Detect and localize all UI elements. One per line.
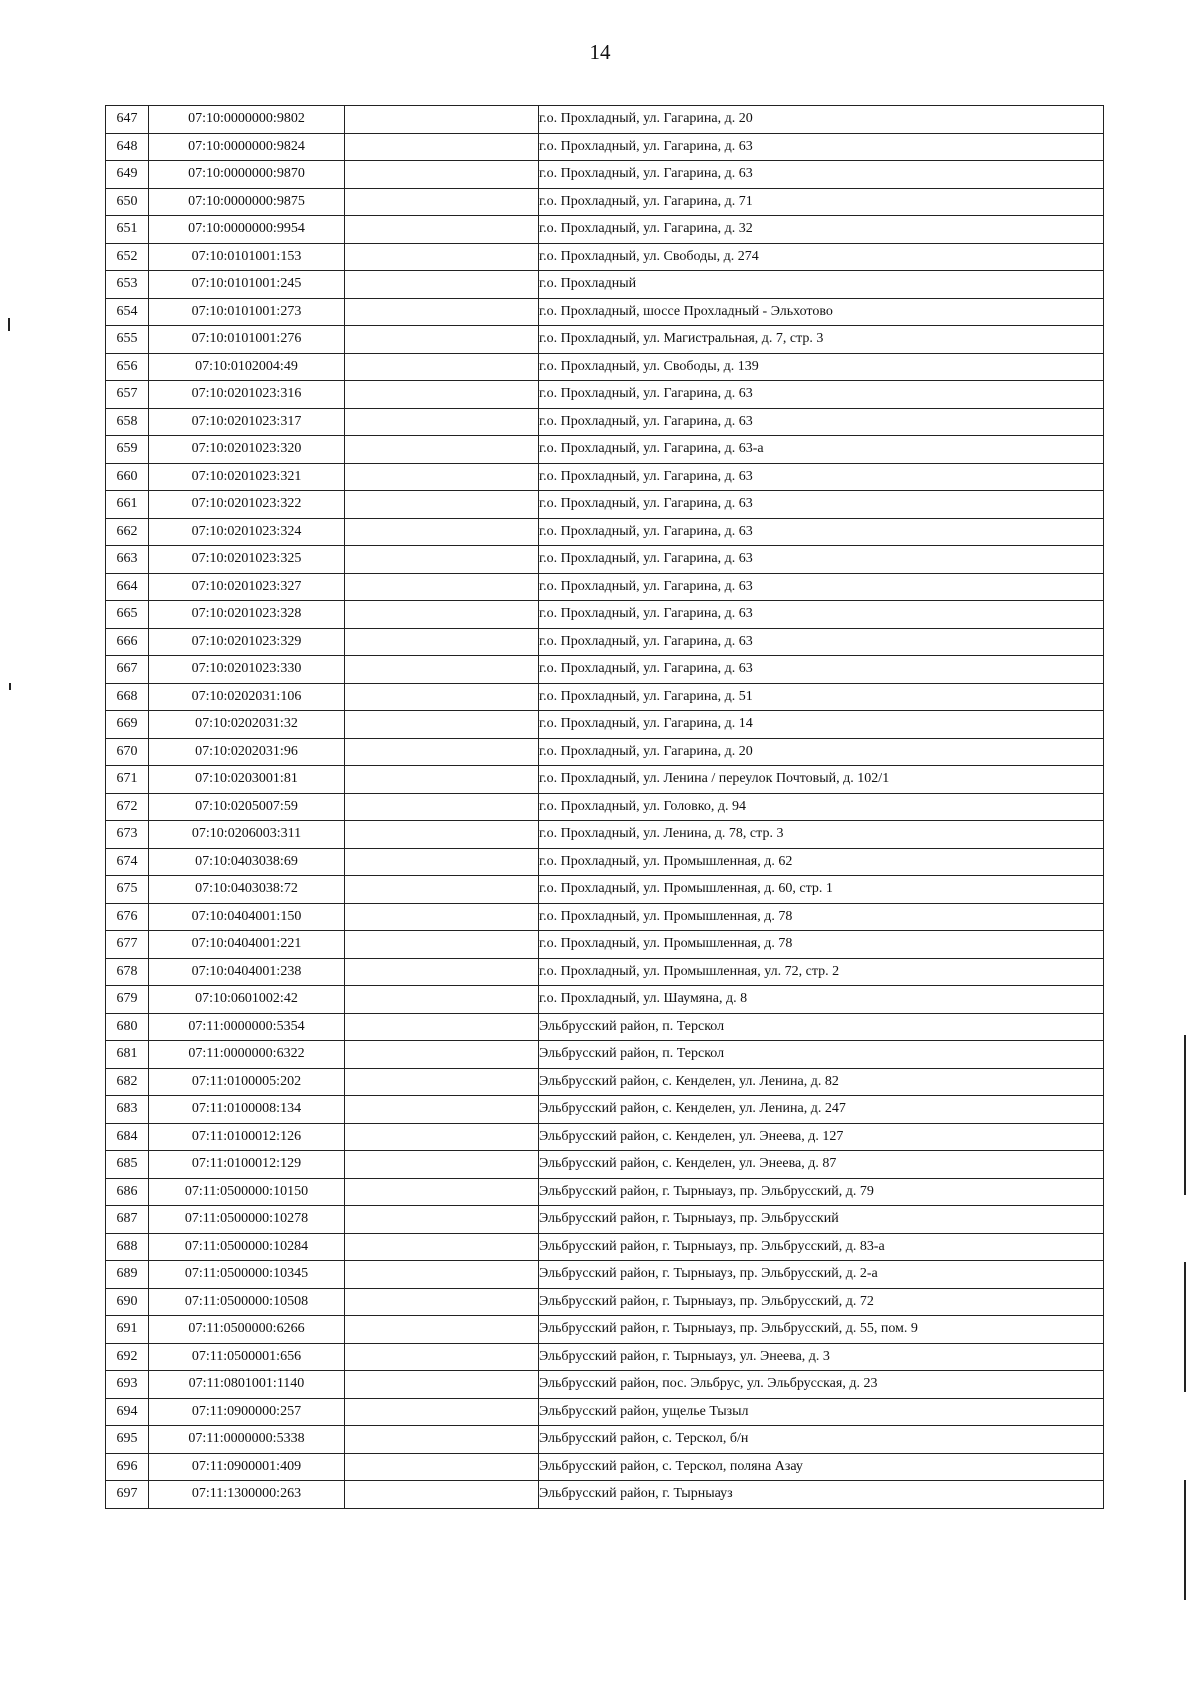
cadastral-number-cell: 07:10:0201023:316	[149, 381, 345, 409]
cadastral-number-cell: 07:11:0500001:656	[149, 1343, 345, 1371]
row-number-cell: 693	[106, 1371, 149, 1399]
table-row	[106, 298, 1104, 326]
table-row	[106, 1233, 1104, 1261]
address-cell: г.о. Прохладный, ул. Гагарина, д. 20	[539, 738, 1104, 766]
row-number-cell: 674	[106, 848, 149, 876]
table-row	[106, 326, 1104, 354]
table-row	[106, 1453, 1104, 1481]
address-cell: Эльбрусский район, г. Тырныауз, пр. Эльбрусский, д. 2-а	[539, 1261, 1104, 1289]
address-cell: Эльбрусский район, г. Тырныауз, пр. Эльбрусский, д. 55, пом. 9	[539, 1316, 1104, 1344]
table-row	[106, 1316, 1104, 1344]
empty-cell	[345, 106, 539, 134]
cadastral-number-cell: 07:11:0000000:5338	[149, 1426, 345, 1454]
cadastral-number-cell: 07:11:0000000:5354	[149, 1013, 345, 1041]
address-cell: г.о. Прохладный, ул. Гагарина, д. 63	[539, 628, 1104, 656]
empty-cell	[345, 1261, 539, 1289]
cadastral-number-cell: 07:10:0202031:32	[149, 711, 345, 739]
empty-cell	[345, 1206, 539, 1234]
address-cell: г.о. Прохладный, ул. Гагарина, д. 63	[539, 546, 1104, 574]
address-cell: г.о. Прохладный, ул. Гагарина, д. 63	[539, 381, 1104, 409]
page-number: 14	[589, 40, 611, 64]
address-cell: Эльбрусский район, п. Терскол	[539, 1041, 1104, 1069]
empty-cell	[345, 408, 539, 436]
empty-cell	[345, 546, 539, 574]
empty-cell	[345, 876, 539, 904]
address-cell: г.о. Прохладный, ул. Свободы, д. 139	[539, 353, 1104, 381]
table-row	[106, 931, 1104, 959]
empty-cell	[345, 601, 539, 629]
table-row	[106, 1343, 1104, 1371]
row-number-cell: 666	[106, 628, 149, 656]
empty-cell	[345, 1288, 539, 1316]
row-number-cell: 680	[106, 1013, 149, 1041]
row-number-cell: 675	[106, 876, 149, 904]
address-cell: Эльбрусский район, г. Тырныауз	[539, 1481, 1104, 1509]
address-cell: Эльбрусский район, с. Терскол, поляна Азау	[539, 1453, 1104, 1481]
table-row	[106, 573, 1104, 601]
empty-cell	[345, 793, 539, 821]
row-number-cell: 669	[106, 711, 149, 739]
empty-cell	[345, 1233, 539, 1261]
address-cell: г.о. Прохладный, ул. Гагарина, д. 63	[539, 463, 1104, 491]
cadastral-number-cell: 07:10:0201023:322	[149, 491, 345, 519]
address-cell: Эльбрусский район, г. Тырныауз, пр. Эльбрусский	[539, 1206, 1104, 1234]
table-row	[106, 656, 1104, 684]
empty-cell	[345, 848, 539, 876]
row-number-cell: 681	[106, 1041, 149, 1069]
table-row	[106, 738, 1104, 766]
cadastral-number-cell: 07:10:0000000:9802	[149, 106, 345, 134]
table-row	[106, 243, 1104, 271]
table-row	[106, 1123, 1104, 1151]
row-number-cell: 682	[106, 1068, 149, 1096]
empty-cell	[345, 656, 539, 684]
registry-body	[106, 106, 1104, 1509]
table-row	[106, 491, 1104, 519]
empty-cell	[345, 573, 539, 601]
row-number-cell: 663	[106, 546, 149, 574]
row-number-cell: 685	[106, 1151, 149, 1179]
address-cell: г.о. Прохладный, ул. Гагарина, д. 20	[539, 106, 1104, 134]
cadastral-number-cell: 07:11:0100012:129	[149, 1151, 345, 1179]
empty-cell	[345, 518, 539, 546]
empty-cell	[345, 188, 539, 216]
address-cell: г.о. Прохладный, ул. Гагарина, д. 51	[539, 683, 1104, 711]
table-row	[106, 1371, 1104, 1399]
cadastral-number-cell: 07:11:0900001:409	[149, 1453, 345, 1481]
address-cell: г.о. Прохладный, ул. Гагарина, д. 32	[539, 216, 1104, 244]
table-row	[106, 518, 1104, 546]
address-cell: Эльбрусский район, п. Терскол	[539, 1013, 1104, 1041]
scan-mark	[1184, 1035, 1186, 1195]
scan-mark	[1184, 1262, 1186, 1392]
address-cell: г.о. Прохладный, ул. Магистральная, д. 7, стр. 3	[539, 326, 1104, 354]
table-row	[106, 793, 1104, 821]
empty-cell	[345, 491, 539, 519]
address-cell: г.о. Прохладный, шоссе Прохладный - Эльхотово	[539, 298, 1104, 326]
empty-cell	[345, 1178, 539, 1206]
row-number-cell: 673	[106, 821, 149, 849]
empty-cell	[345, 1398, 539, 1426]
table-row	[106, 271, 1104, 299]
address-cell: г.о. Прохладный, ул. Гагарина, д. 63	[539, 573, 1104, 601]
table-row	[106, 381, 1104, 409]
empty-cell	[345, 463, 539, 491]
empty-cell	[345, 1343, 539, 1371]
row-number-cell: 656	[106, 353, 149, 381]
empty-cell	[345, 326, 539, 354]
address-cell: г.о. Прохладный, ул. Гагарина, д. 14	[539, 711, 1104, 739]
table-row	[106, 1206, 1104, 1234]
row-number-cell: 661	[106, 491, 149, 519]
table-row	[106, 1178, 1104, 1206]
address-cell: г.о. Прохладный, ул. Свободы, д. 274	[539, 243, 1104, 271]
row-number-cell: 691	[106, 1316, 149, 1344]
row-number-cell: 676	[106, 903, 149, 931]
empty-cell	[345, 1481, 539, 1509]
cadastral-number-cell: 07:11:0000000:6322	[149, 1041, 345, 1069]
address-cell: Эльбрусский район, г. Тырныауз, ул. Энеева, д. 3	[539, 1343, 1104, 1371]
table-row	[106, 188, 1104, 216]
cadastral-number-cell: 07:10:0000000:9870	[149, 161, 345, 189]
empty-cell	[345, 711, 539, 739]
empty-cell	[345, 133, 539, 161]
empty-cell	[345, 353, 539, 381]
row-number-cell: 650	[106, 188, 149, 216]
address-cell: г.о. Прохладный	[539, 271, 1104, 299]
table-row	[106, 958, 1104, 986]
cadastral-number-cell: 07:11:0500000:10508	[149, 1288, 345, 1316]
table-row	[106, 986, 1104, 1014]
cadastral-number-cell: 07:11:0500000:10345	[149, 1261, 345, 1289]
cadastral-number-cell: 07:10:0101001:273	[149, 298, 345, 326]
empty-cell	[345, 931, 539, 959]
row-number-cell: 658	[106, 408, 149, 436]
empty-cell	[345, 628, 539, 656]
address-cell: г.о. Прохладный, ул. Гагарина, д. 63	[539, 161, 1104, 189]
row-number-cell: 677	[106, 931, 149, 959]
table-row	[106, 711, 1104, 739]
address-cell: Эльбрусский район, с. Терскол, б/н	[539, 1426, 1104, 1454]
table-row	[106, 161, 1104, 189]
table-row	[106, 766, 1104, 794]
table-row	[106, 848, 1104, 876]
empty-cell	[345, 243, 539, 271]
address-cell: г.о. Прохладный, ул. Ленина / переулок Почтовый, д. 102/1	[539, 766, 1104, 794]
table-row	[106, 1068, 1104, 1096]
row-number-cell: 647	[106, 106, 149, 134]
table-row	[106, 876, 1104, 904]
table-row	[106, 601, 1104, 629]
address-cell: Эльбрусский район, с. Кенделен, ул. Ленина, д. 82	[539, 1068, 1104, 1096]
empty-cell	[345, 1096, 539, 1124]
row-number-cell: 696	[106, 1453, 149, 1481]
row-number-cell: 687	[106, 1206, 149, 1234]
empty-cell	[345, 381, 539, 409]
empty-cell	[345, 1068, 539, 1096]
table-row	[106, 1013, 1104, 1041]
table-row	[106, 1261, 1104, 1289]
address-cell: Эльбрусский район, ущелье Тызыл	[539, 1398, 1104, 1426]
address-cell: Эльбрусский район, с. Кенделен, ул. Энеева, д. 87	[539, 1151, 1104, 1179]
table-row	[106, 408, 1104, 436]
address-cell: г.о. Прохладный, ул. Гагарина, д. 63	[539, 656, 1104, 684]
empty-cell	[345, 161, 539, 189]
row-number-cell: 683	[106, 1096, 149, 1124]
empty-cell	[345, 1371, 539, 1399]
property-registry-table	[105, 105, 1104, 1509]
empty-cell	[345, 1151, 539, 1179]
address-cell: г.о. Прохладный, ул. Гагарина, д. 63	[539, 518, 1104, 546]
row-number-cell: 686	[106, 1178, 149, 1206]
scan-mark	[1184, 1480, 1186, 1600]
row-number-cell: 648	[106, 133, 149, 161]
cadastral-number-cell: 07:10:0201023:324	[149, 518, 345, 546]
cadastral-number-cell: 07:10:0403038:69	[149, 848, 345, 876]
cadastral-number-cell: 07:10:0202031:96	[149, 738, 345, 766]
cadastral-number-cell: 07:11:0500000:6266	[149, 1316, 345, 1344]
row-number-cell: 671	[106, 766, 149, 794]
row-number-cell: 694	[106, 1398, 149, 1426]
cadastral-number-cell: 07:10:0403038:72	[149, 876, 345, 904]
address-cell: г.о. Прохладный, ул. Гагарина, д. 71	[539, 188, 1104, 216]
empty-cell	[345, 216, 539, 244]
address-cell: г.о. Прохладный, ул. Гагарина, д. 63	[539, 491, 1104, 519]
table-row	[106, 1288, 1104, 1316]
row-number-cell: 664	[106, 573, 149, 601]
cadastral-number-cell: 07:10:0201023:317	[149, 408, 345, 436]
row-number-cell: 662	[106, 518, 149, 546]
row-number-cell: 654	[106, 298, 149, 326]
empty-cell	[345, 903, 539, 931]
table-row	[106, 628, 1104, 656]
cadastral-number-cell: 07:10:0201023:329	[149, 628, 345, 656]
table-row	[106, 683, 1104, 711]
table-row	[106, 106, 1104, 134]
table-row	[106, 436, 1104, 464]
empty-cell	[345, 436, 539, 464]
empty-cell	[345, 986, 539, 1014]
cadastral-number-cell: 07:10:0000000:9954	[149, 216, 345, 244]
cadastral-number-cell: 07:10:0102004:49	[149, 353, 345, 381]
cadastral-number-cell: 07:10:0601002:42	[149, 986, 345, 1014]
cadastral-number-cell: 07:10:0101001:245	[149, 271, 345, 299]
table-row	[106, 1481, 1104, 1509]
cadastral-number-cell: 07:10:0101001:153	[149, 243, 345, 271]
row-number-cell: 659	[106, 436, 149, 464]
row-number-cell: 690	[106, 1288, 149, 1316]
table-row	[106, 1426, 1104, 1454]
empty-cell	[345, 683, 539, 711]
row-number-cell: 678	[106, 958, 149, 986]
cadastral-number-cell: 07:10:0404001:221	[149, 931, 345, 959]
cadastral-number-cell: 07:10:0201023:325	[149, 546, 345, 574]
empty-cell	[345, 1013, 539, 1041]
cadastral-number-cell: 07:10:0201023:328	[149, 601, 345, 629]
empty-cell	[345, 1123, 539, 1151]
row-number-cell: 651	[106, 216, 149, 244]
cadastral-number-cell: 07:11:0500000:10284	[149, 1233, 345, 1261]
empty-cell	[345, 821, 539, 849]
address-cell: г.о. Прохладный, ул. Промышленная, д. 60, стр. 1	[539, 876, 1104, 904]
table-row	[106, 1041, 1104, 1069]
cadastral-number-cell: 07:11:0100005:202	[149, 1068, 345, 1096]
table-row	[106, 1096, 1104, 1124]
row-number-cell: 688	[106, 1233, 149, 1261]
address-cell: Эльбрусский район, с. Кенделен, ул. Ленина, д. 247	[539, 1096, 1104, 1124]
table-row	[106, 1398, 1104, 1426]
cadastral-number-cell: 07:10:0202031:106	[149, 683, 345, 711]
empty-cell	[345, 298, 539, 326]
cadastral-number-cell: 07:10:0201023:327	[149, 573, 345, 601]
address-cell: Эльбрусский район, г. Тырныауз, пр. Эльбрусский, д. 79	[539, 1178, 1104, 1206]
cadastral-number-cell: 07:11:1300000:263	[149, 1481, 345, 1509]
empty-cell	[345, 738, 539, 766]
cadastral-number-cell: 07:10:0000000:9824	[149, 133, 345, 161]
empty-cell	[345, 1316, 539, 1344]
address-cell: г.о. Прохладный, ул. Гагарина, д. 63	[539, 408, 1104, 436]
address-cell: г.о. Прохладный, ул. Шаумяна, д. 8	[539, 986, 1104, 1014]
row-number-cell: 649	[106, 161, 149, 189]
cadastral-number-cell: 07:11:0100012:126	[149, 1123, 345, 1151]
empty-cell	[345, 271, 539, 299]
empty-cell	[345, 1453, 539, 1481]
cadastral-number-cell: 07:10:0201023:320	[149, 436, 345, 464]
address-cell: Эльбрусский район, пос. Эльбрус, ул. Эльбрусская, д. 23	[539, 1371, 1104, 1399]
address-cell: Эльбрусский район, г. Тырныауз, пр. Эльбрусский, д. 72	[539, 1288, 1104, 1316]
cadastral-number-cell: 07:11:0100008:134	[149, 1096, 345, 1124]
cadastral-number-cell: 07:11:0900000:257	[149, 1398, 345, 1426]
cadastral-number-cell: 07:11:0801001:1140	[149, 1371, 345, 1399]
table-row	[106, 133, 1104, 161]
row-number-cell: 689	[106, 1261, 149, 1289]
empty-cell	[345, 1041, 539, 1069]
address-cell: г.о. Прохладный, ул. Промышленная, д. 78	[539, 903, 1104, 931]
scan-mark	[8, 318, 10, 331]
row-number-cell: 684	[106, 1123, 149, 1151]
scan-mark	[9, 683, 11, 690]
cadastral-number-cell: 07:10:0000000:9875	[149, 188, 345, 216]
row-number-cell: 670	[106, 738, 149, 766]
cadastral-number-cell: 07:10:0201023:321	[149, 463, 345, 491]
row-number-cell: 660	[106, 463, 149, 491]
address-cell: г.о. Прохладный, ул. Промышленная, д. 78	[539, 931, 1104, 959]
empty-cell	[345, 766, 539, 794]
address-cell: г.о. Прохладный, ул. Гагарина, д. 63	[539, 133, 1104, 161]
address-cell: Эльбрусский район, г. Тырныауз, пр. Эльбрусский, д. 83-а	[539, 1233, 1104, 1261]
row-number-cell: 657	[106, 381, 149, 409]
cadastral-number-cell: 07:10:0201023:330	[149, 656, 345, 684]
table-row	[106, 216, 1104, 244]
row-number-cell: 697	[106, 1481, 149, 1509]
row-number-cell: 667	[106, 656, 149, 684]
address-cell: Эльбрусский район, с. Кенделен, ул. Энеева, д. 127	[539, 1123, 1104, 1151]
empty-cell	[345, 1426, 539, 1454]
cadastral-number-cell: 07:10:0404001:150	[149, 903, 345, 931]
cadastral-number-cell: 07:10:0203001:81	[149, 766, 345, 794]
address-cell: г.о. Прохладный, ул. Головко, д. 94	[539, 793, 1104, 821]
row-number-cell: 668	[106, 683, 149, 711]
cadastral-number-cell: 07:10:0206003:311	[149, 821, 345, 849]
table-row	[106, 353, 1104, 381]
row-number-cell: 672	[106, 793, 149, 821]
table-row	[106, 546, 1104, 574]
cadastral-number-cell: 07:11:0500000:10278	[149, 1206, 345, 1234]
row-number-cell: 652	[106, 243, 149, 271]
cadastral-number-cell: 07:10:0205007:59	[149, 793, 345, 821]
address-cell: г.о. Прохладный, ул. Промышленная, д. 62	[539, 848, 1104, 876]
table-row	[106, 903, 1104, 931]
cadastral-number-cell: 07:10:0404001:238	[149, 958, 345, 986]
row-number-cell: 692	[106, 1343, 149, 1371]
table-row	[106, 463, 1104, 491]
cadastral-number-cell: 07:10:0101001:276	[149, 326, 345, 354]
row-number-cell: 679	[106, 986, 149, 1014]
row-number-cell: 695	[106, 1426, 149, 1454]
table-row	[106, 1151, 1104, 1179]
empty-cell	[345, 958, 539, 986]
cadastral-number-cell: 07:11:0500000:10150	[149, 1178, 345, 1206]
address-cell: г.о. Прохладный, ул. Гагарина, д. 63	[539, 601, 1104, 629]
table-row	[106, 821, 1104, 849]
row-number-cell: 655	[106, 326, 149, 354]
row-number-cell: 653	[106, 271, 149, 299]
address-cell: г.о. Прохладный, ул. Гагарина, д. 63-а	[539, 436, 1104, 464]
address-cell: г.о. Прохладный, ул. Ленина, д. 78, стр. 3	[539, 821, 1104, 849]
address-cell: г.о. Прохладный, ул. Промышленная, ул. 72, стр. 2	[539, 958, 1104, 986]
row-number-cell: 665	[106, 601, 149, 629]
